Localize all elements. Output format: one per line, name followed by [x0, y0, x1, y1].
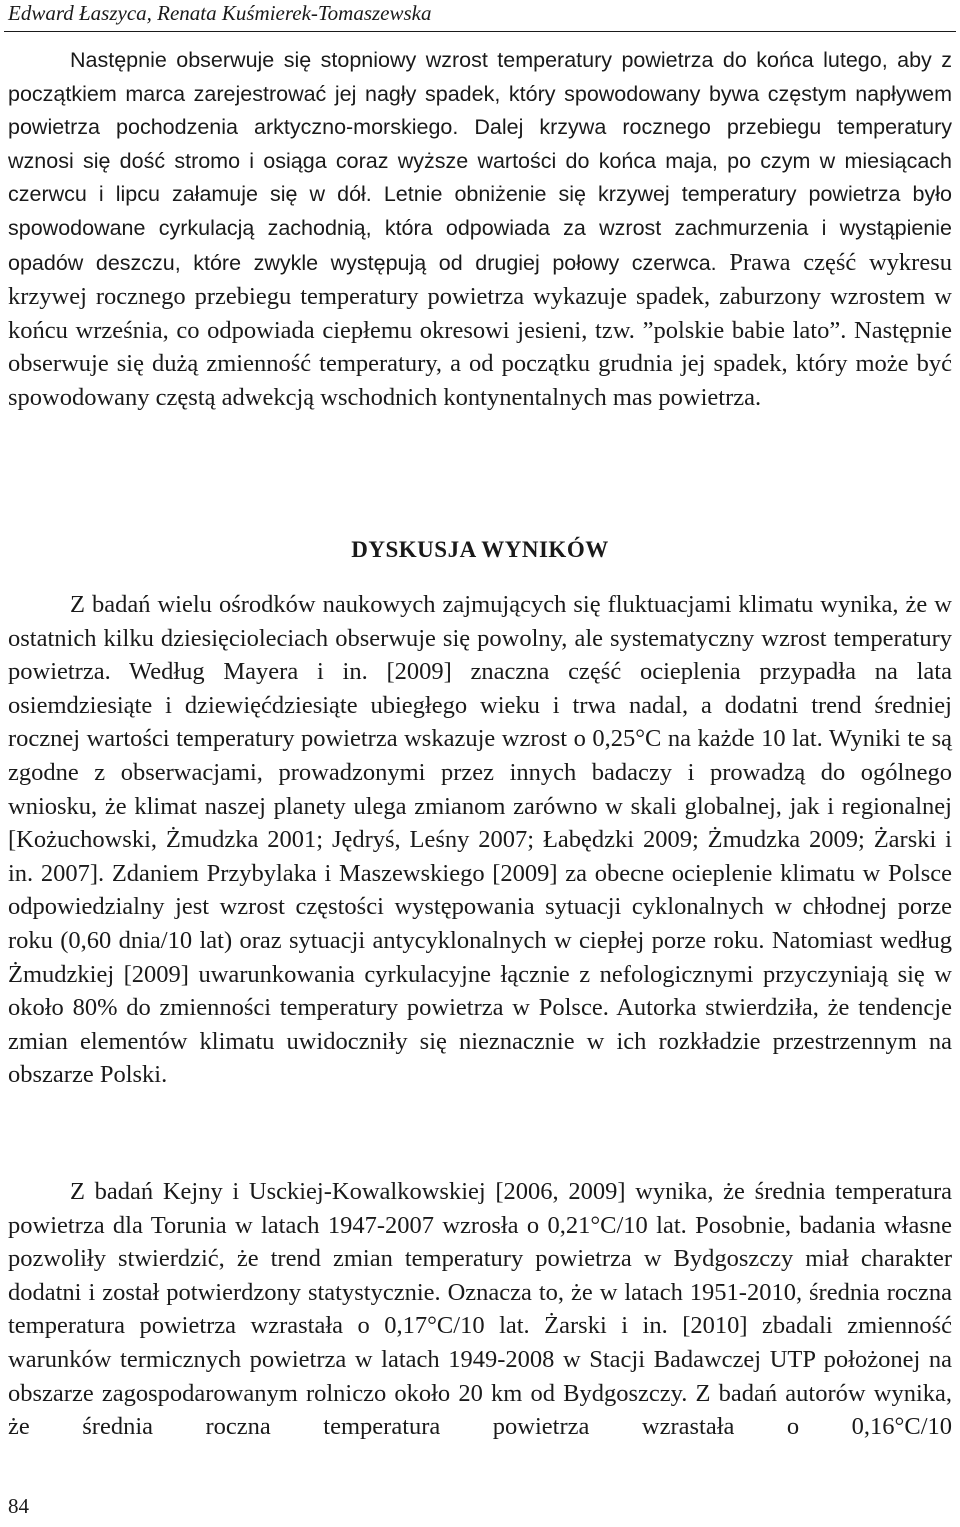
running-header: Edward Łaszyca, Renata Kuśmierek-Tomaszewska [8, 1, 432, 25]
paragraph-3: Z badań Kejny i Usckiej-Kowalkowskiej [2006, 2009] wynika, że średnia temperatura powietrza dla Torunia w latach 1947-2007 wzrosła o 0,21°C/10 lat. Posobnie, badania własne pozwoliły stwierdzić, że trend zmian temperatury powietrza w Bydgoszczy miał charakter dodatni i został potwierdzony statystycznie. Oznacza to, że w latach 1951-2010, średnia roczna temperatura powietrza wzrastała o 0,17°C/10 lat. Żarski i in. [2010] zbadali zmienność warunków termicznych powietrza w latach 1949-2008 w Stacji Badawczej UTP położonej na obszarze zagospodarowanym rolniczo około 20 km od Bydgoszczy. Z badań autorów wynika, że średnia roczna temperatura powietrza wzrastała o 0,16°C/10 [8, 1178, 952, 1441]
paragraph-3-block [8, 1175, 952, 1444]
paragraph-1-serif-text: Prawa część wykresu krzywej rocznego przebiegu temperatury powietrza wykazuje spadek, zaburzony wzrostem w końcu września, co odpowiada ciepłemu okresowi jesieni, tzw. ”polskie babie lato”. Następnie obserwuje się dużą zmienność temperatury, a od początku grudnia jej spadek, który może być spowodowany częstą adwekcją wschodnich kontynentalnych mas powietrza. [8, 248, 952, 411]
paragraph-1 [8, 44, 952, 415]
header-rule [4, 31, 956, 32]
page-number: 84 [8, 1494, 29, 1518]
paragraph-2: Z badań wielu ośrodków naukowych zajmujących się fluktuacjami klimatu wynika, że w ostatnich kilku dziesięcioleciach obserwuje się powolny, ale systematyczny wzrost temperatury powietrza. Według Mayera i in. [2009] znaczna część ocieplenia przypadła na lata osiemdziesiąte i dziewięćdziesiąte ubiegłego wieku i trwa nadal, a dodatni trend średniej rocznej wartości temperatury powietrza wskazuje wzrost o 0,25°C na każde 10 lat. Wyniki te są zgodne z obserwacjami, prowadzonymi przez innych badaczy i prowadzą do ogólnego wniosku, że klimat naszej planety ulega zmianom zarówno w skali globalnej, jak i regionalnej [Kożuchowski, Żmudzka 2001; Jędryś, Leśny 2007; Łabędzki 2009; Żmudzka 2009; Żarski i in. 2007]. Zdaniem Przybylaka i Maszewskiego [2009] za obecne ocieplenie klimatu w Polsce odpowiedzialny jest wzrost częstości występowania sytuacji cyklonalnych w chłodnej porze roku (0,60 dnia/10 lat) oraz sytuacji antycyklonalnych w ciepłej porze roku. Natomiast według Żmudzkiej [2009] uwarunkowania cyrkulacyjne łącznie z nefologicznymi przyczyniają się w około 80% do zmienności temperatury powietrza w Polsce. Autorka stwierdziła, że tendencje zmian elementów klimatu uwidoczniły się nieznacznie w ich rozkładzie przestrzennym na obszarze Polski. [8, 591, 952, 1089]
paragraph-1-sans-text: Następnie obserwuje się stopniowy wzrost temperatury powietrza do końca lutego, aby z początkiem marca zarejestrować jej nagły spadek, który spowodowany bywa częstym napływem powietrza pochodzenia arktyczno-morskiego. Dalej krzywa rocznego przebiegu temperatury wznosi się dość stromo i osiąga coraz wyższe wartości do końca maja, po czym w miesiącach czerwcu i lipcu załamuje się w dół. Letnie obniżenie się krzywej temperatury powietrza było spowodowane cyrkulacją zachodnią, która odpowiada za wzrost zachmurzenia i wystąpienie opadów deszczu, które zwykle występują od drugiej połowy czerwca. [8, 48, 952, 275]
paragraph-2-block [8, 588, 952, 1092]
section-heading: DYSKUSJA WYNIKÓW [351, 537, 609, 562]
body-text [8, 44, 952, 415]
